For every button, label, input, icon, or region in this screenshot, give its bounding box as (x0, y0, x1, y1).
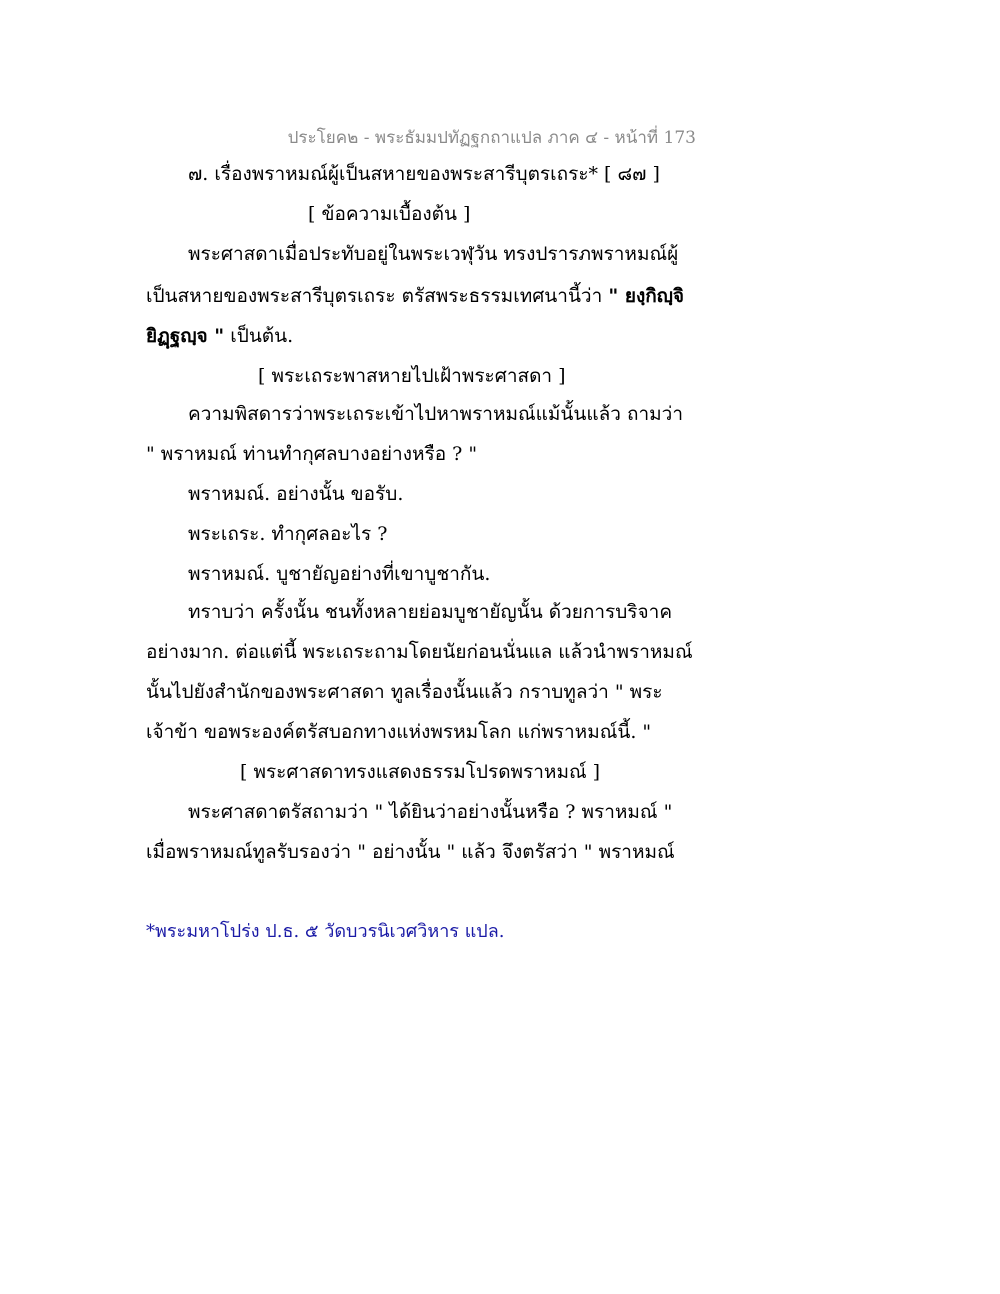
paragraph-2-line-2: " พราหมณ์ ท่านทำกุศลบางอย่างหรือ ? " (146, 443, 478, 465)
paragraph-3-line-4: เจ้าข้า ขอพระองค์ตรัสบอกทางแห่งพรหมโลก แก่พราหมณ์นี้. " (146, 721, 652, 743)
dialogue-line-1: พราหมณ์. อย่างนั้น ขอรับ. (188, 483, 404, 505)
paragraph-4-line-1: พระศาสดาตรัสถามว่า " ได้ยินว่าอย่างนั้นหรือ ? พราหมณ์ " (188, 801, 673, 823)
paragraph-1-line-1: พระศาสดาเมื่อประทับอยู่ในพระเวฬุวัน ทรงปรารภพราหมณ์ผู้ (188, 243, 679, 265)
story-title: ๗. เรื่องพราหมณ์ผู้เป็นสหายของพระสารีบุตรเถระ* [ ๘๗ ] (188, 163, 660, 185)
subheading-teacher-teaches: [ พระศาสดาทรงแสดงธรรมโปรดพราหมณ์ ] (240, 761, 601, 783)
pali-quote-end: ยิฏฺฐญฺจ " (146, 325, 225, 347)
paragraph-3-line-1: ทราบว่า ครั้งนั้น ชนทั้งหลายย่อมบูชายัญนั้น ด้วยการบริจาค (188, 601, 673, 623)
subheading-intro: [ ข้อความเบื้องต้น ] (308, 203, 471, 225)
dialogue-line-2: พระเถระ. ทำกุศลอะไร ? (188, 523, 388, 545)
paragraph-3-line-3: นั้นไปยังสำนักของพระศาสดา ทูลเรื่องนั้นแล้ว กราบทูลว่า " พระ (146, 681, 663, 703)
paragraph-1-line-2-text: เป็นสหายของพระสารีบุตรเถระ ตรัสพระธรรมเทศนานี้ว่า (146, 285, 609, 307)
paragraph-1-line-3-text: เป็นต้น. (224, 325, 294, 347)
paragraph-4-line-2: เมื่อพราหมณ์ทูลรับรองว่า " อย่างนั้น " แล้ว จึงตรัสว่า " พราหมณ์ (146, 841, 675, 863)
translator-footnote: *พระมหาโปร่ง ป.ธ. ๕ วัดบวรนิเวศวิหาร แปล. (146, 921, 505, 942)
paragraph-2-line-1: ความพิสดารว่าพระเถระเข้าไปหาพราหมณ์แม้นั้นแล้ว ถามว่า (188, 403, 684, 425)
paragraph-1-line-3 (146, 324, 293, 348)
paragraph-1-line-2 (146, 284, 684, 308)
pali-quote-start: " ยงฺกิญฺจิ (608, 285, 685, 307)
dialogue-line-3: พราหมณ์. บูชายัญอย่างที่เขาบูชากัน. (188, 563, 491, 585)
paragraph-3-line-2: อย่างมาก. ต่อแต่นี้ พระเถระถามโดยนัยก่อนนั่นแล แล้วนำพราหมณ์ (146, 641, 693, 663)
subheading-elder-brings-friend: [ พระเถระพาสหายไปเฝ้าพระศาสดา ] (258, 365, 566, 387)
running-head: ประโยค๒ - พระธัมมปทัฏฐกถาแปล ภาค ๔ - หน้าที่ 173 (287, 128, 696, 148)
